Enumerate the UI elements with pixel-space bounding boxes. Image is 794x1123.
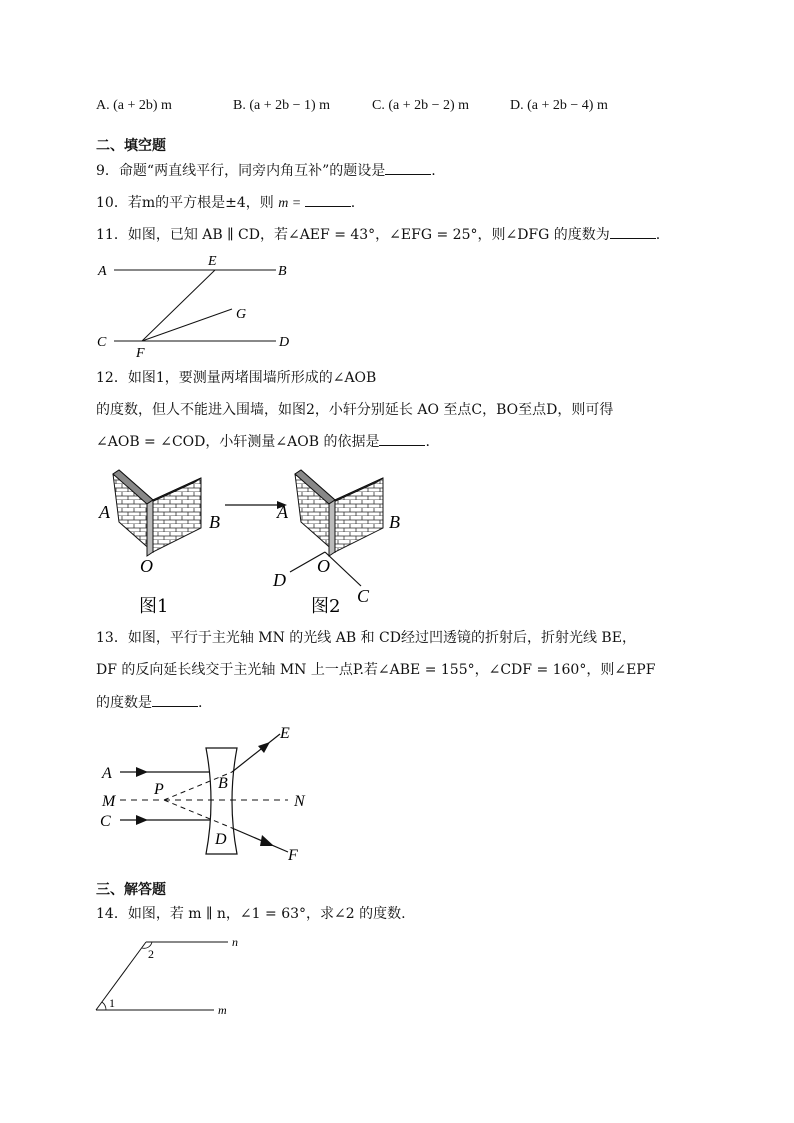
answer-blank-9 [385,160,431,175]
option-c: C. (a + 2b − 2) m [372,98,470,113]
label-m: m [218,1003,227,1017]
label-c: C [97,335,107,350]
question-12-line1: 12．如图1，要测量两堵围墙所形成的∠AOB [96,370,377,386]
label-g: G [236,307,247,322]
label-d: D [215,831,227,848]
period: . [431,163,436,179]
section-heading-fill-in: 二、填空题 [96,138,166,154]
answer-blank-12 [379,431,425,446]
arrow-icon [260,835,274,846]
question-13-text: 的度数是 [96,695,152,711]
label-e: E [280,725,290,742]
option-a: A. (a + 2b) m [96,98,172,113]
period: . [350,195,356,211]
label-b-fig1: B [209,512,220,532]
label-c: C [100,813,111,830]
ray-df [232,828,288,852]
label-b: B [278,264,287,279]
label-b: B [218,775,228,792]
label-o-fig2: O [317,556,330,576]
label-m: M [102,793,116,810]
question-13-line1: 13．如图，平行于主光轴 MN 的光线 AB 和 CD经过凹透镜的折射后，折射光线 BE， [96,630,636,646]
label-n: n [232,935,238,949]
arrow-icon [258,742,270,753]
label-a: A [98,264,107,279]
question-9 [96,160,436,181]
label-o-fig1: O [140,556,153,576]
label-a: A [102,765,112,782]
label-angle-1: 1 [109,996,115,1010]
question-14: 14．如图，若 m ∥ n，∠1 = 63°，求∠2 的度数. [96,906,406,922]
label-d-fig2: D [273,570,286,590]
label-f: F [288,847,298,864]
question-13-line3 [96,692,202,713]
line-fe [142,270,215,341]
brick-wall-1 [98,470,220,617]
option-b: B. (a + 2b − 1) m [233,98,331,113]
figure-12 [95,460,400,620]
answer-blank-13 [152,692,198,707]
caption-fig1: 图1 [139,596,169,617]
line-fg [142,309,232,341]
answer-blank-10 [305,192,351,207]
period: . [198,695,203,711]
label-angle-2: 2 [148,947,154,961]
question-10 [96,192,355,214]
label-n: N [294,793,305,810]
figure-11 [90,250,330,360]
figure-13 [92,716,322,866]
label-a-fig1: A [99,502,110,522]
section-heading-solve: 三、解答题 [96,882,166,898]
ray-be [232,734,280,772]
question-12-line3 [96,431,430,452]
question-10-text: 10．若m的平方根是±4，则 [96,195,279,211]
label-c-fig2: C [357,586,370,606]
option-d: D. (a + 2b − 4) m [510,98,608,113]
question-13-line2: DF 的反向延长线交于主光轴 MN 上一点P.若∠ABE = 155°，∠CDF = 160°，则∠EPF [96,662,656,678]
period: . [425,434,430,450]
label-a-fig2: A [277,502,288,522]
arrow-icon [136,815,148,825]
label-p: P [154,781,164,798]
label-b-fig2: B [389,512,400,532]
question-9-text: 9．命题“两直线平行，同旁内角互补”的题设是 [96,163,386,179]
label-f: F [136,346,145,361]
answer-blank-11 [610,224,656,239]
period: . [655,227,661,243]
transversal [96,942,146,1010]
label-e: E [208,254,217,269]
label-d: D [279,335,290,350]
question-12-line2: 的度数，但人不能进入围墙，如图2，小轩分别延长 AO 至点C，BO至点D，则可得 [96,402,614,418]
line-oc [325,552,361,586]
angle-1-arc [102,1002,106,1010]
question-11-text: 11．如图，已知 AB ∥ CD，若∠AEF = 43°，∠EFG = 25°，则∠DFG 的度数为 [96,227,610,243]
question-11 [96,224,660,245]
figure-14 [92,934,242,1017]
question-12-text: ∠AOB = ∠COD，小轩测量∠AOB 的依据是 [96,434,380,450]
question-10-eq: m = [278,196,305,211]
brick-wall-2 [272,470,400,617]
caption-fig2: 图2 [311,596,341,617]
arrow-icon [136,767,148,777]
